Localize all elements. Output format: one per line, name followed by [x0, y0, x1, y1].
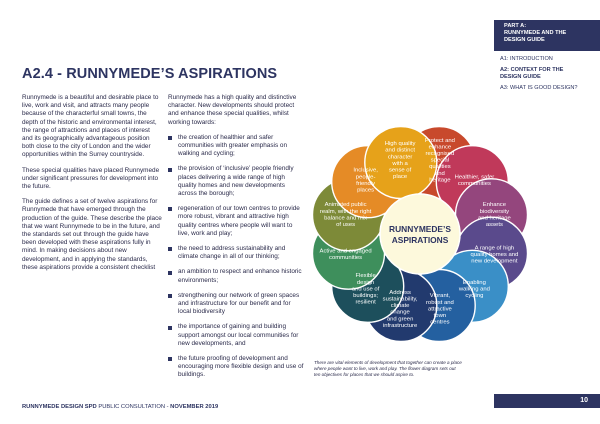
flower-petal-label-line: Healthier, safer — [454, 174, 495, 181]
flower-petal-label — [455, 174, 495, 187]
part-title-line1: RUNNYMEDE AND THE — [504, 30, 567, 36]
caption-line1: There are vital elements of development that together can create a place — [314, 360, 462, 365]
part-title-line2: DESIGN GUIDE — [504, 37, 545, 43]
flower-center-label-line1: RUNNYMEDE’S — [389, 224, 451, 234]
flower-petal-label-line: infrastructure — [382, 322, 418, 329]
flower-petal-label-line: attractive — [427, 306, 452, 313]
intro-paragraph-2: These special qualities have placed Runnymede under significant pressures for development into the future. — [22, 166, 160, 191]
nav-item-good-design[interactable]: A3: WHAT IS GOOD DESIGN? — [500, 85, 578, 91]
flower-petal-label-line: A range of high — [474, 245, 515, 252]
flower-petal-label-line: change — [390, 309, 410, 316]
footer-document-title: RUNNYMEDE DESIGN SPD — [22, 404, 97, 410]
flower-petal-label-line: High quality — [384, 141, 416, 148]
aspiration-bullet: an ambition to respect and enhance historic environments; — [168, 268, 304, 284]
flower-petal-label-line: design — [356, 279, 375, 286]
flower-petal-label-line: robust and — [425, 299, 454, 306]
flower-petal-label — [352, 273, 380, 305]
flower-petal-label-line: Inclusive, — [353, 167, 378, 174]
flower-petal-label-line: of uses — [336, 222, 356, 228]
flower-petal-label-line: Animated public — [324, 202, 367, 209]
flower-petal-label-line: town — [433, 313, 447, 319]
flower-petal-label-line: communities — [457, 180, 491, 187]
flower-petal-label-line: Enabling — [462, 279, 486, 286]
flower-petal-label-line: Flexible — [355, 273, 376, 280]
nav-item-introduction[interactable]: A1: INTRODUCTION — [500, 56, 553, 62]
flower-petal-label-line: walking and — [458, 286, 490, 293]
nav-item-context-line2: DESIGN GUIDE — [500, 74, 541, 80]
flower-petal-label-line: communities — [329, 255, 363, 262]
aspiration-bullet: the need to address sustainability and climate change in all of our thinking; — [168, 245, 304, 261]
aspiration-bullet: the importance of gaining and building support amongst our local communities for new developments, and — [168, 323, 304, 348]
aspiration-bullet: the provision of ‘inclusive’ people friendly places delivering a wide range of high quality homes and new developments across the borough; — [168, 165, 304, 198]
caption-line3: ten objectives for places that we should aspire to. — [314, 372, 415, 377]
flower-petal-label-line: climate — [390, 303, 410, 310]
aspiration-bullet: the future proofing of development and encouraging more flexible design and use of buildings. — [168, 355, 304, 380]
flower-petal-label-line: buildings; — [353, 293, 379, 299]
flower-petal-label-line: qualities — [429, 164, 451, 171]
aspirations-intro: Runnymede has a high quality and distinctive character. New developments should protect and enhance these special qualities, whilst working towards: — [168, 94, 297, 126]
flower-petal-label-line: recognised — [425, 151, 455, 157]
footer-date: NOVEMBER 2019 — [170, 404, 219, 410]
flower-petal-label-line: and — [434, 170, 445, 177]
flower-petal-label-line: cycling — [465, 293, 484, 299]
flower-petal-label-line: character — [387, 154, 413, 161]
flower-petal-label-line: and heritage — [478, 215, 511, 222]
flower-petal-label-line: friendly — [356, 180, 376, 187]
flower-petal-label-line: sense of — [388, 167, 412, 174]
footer — [22, 404, 218, 410]
flower-petal-label — [470, 245, 518, 264]
flower-petal-label-line: and distinct — [385, 147, 416, 154]
flower-petal-label-line: centres — [430, 319, 450, 326]
flower-petal-label-line: heritage — [429, 177, 451, 184]
caption-line2: where people want to live, work and play. The flower diagram sets out — [314, 366, 456, 371]
flower-petal-label-line: balance and mix — [324, 215, 368, 222]
flower-petal-label-line: realm, with the right — [319, 208, 372, 215]
flower-petal-label-line: Enhance — [482, 202, 507, 209]
flower-petal-label-line: Vibrant, — [429, 293, 451, 300]
intro-paragraph-1: Runnymede is a beautiful and desirable place to live, work and visit, and attracts many people because of the characterful small towns, the depth of the historic and environmental interest, the range of attractions and places of interest and its geographically advantageous position both close to the city of London and the wider opportunities within the Surrey countryside. — [22, 94, 159, 159]
flower-center — [380, 194, 460, 274]
flower-petal-label-line: enhance — [428, 144, 452, 151]
page-number: 10 — [494, 394, 600, 408]
flower-petal-label-line: with a — [392, 160, 408, 167]
flower-petal-label-line: Address — [389, 289, 411, 296]
flower-petal-label-line: special — [430, 157, 450, 164]
flower-petal-label-line: Active and engaged — [319, 248, 372, 255]
flower-petal-label-line: and use of — [351, 286, 380, 293]
flower-petal-label-line: assets — [485, 222, 503, 228]
page-title: A2.4 - RUNNYMEDE’S ASPIRATIONS — [22, 66, 278, 82]
flower-center-label-line2: ASPIRATIONS — [391, 235, 449, 245]
nav-item-context-line1: A2: CONTEXT FOR THE — [500, 67, 564, 73]
flower-petal-label-line: resilient — [355, 299, 376, 306]
flower-petal-label-line: Protect and — [424, 137, 455, 144]
flower-petal-label-line: biodiversity — [479, 208, 510, 215]
diagram-caption — [314, 360, 494, 378]
flower-petal-label-line: places — [357, 187, 375, 194]
flower-petal-label-line: people- — [355, 174, 376, 181]
aspiration-bullet: strengthening our network of green spaces and infrastructure for our benefit and for local biodiversity — [168, 292, 304, 317]
aspiration-bullet: regeneration of our town centres to provide more robust, vibrant and attractive high quality centres where people will want to live, work and play; — [168, 205, 304, 238]
flower-petal-label-line: and green — [386, 316, 414, 323]
flower-petal-label-line: quality homes and — [470, 251, 519, 258]
footer-subtitle: PUBLIC CONSULTATION - — [96, 404, 171, 410]
intro-paragraph-3: The guide defines a set of twelve aspirations for Runnymede that have emerged through the production of the guide. These describe the place that we want Runnymede to be in the future, and the standards set out through the guide have been developed with these aspirations fully in mind. In making decisions about new development, and in applying the standards, these aspirations provide a consistent checklist — [22, 198, 162, 271]
flower-petal-label-line: place — [393, 174, 408, 181]
flower-petal-label-line: new development — [471, 258, 518, 265]
flower-petal-label-line: sustainability, — [382, 296, 418, 303]
aspiration-bullet: the creation of healthier and safer communities with greater emphasis on walking and cycling; — [168, 134, 304, 159]
part-label: PART A: — [504, 23, 527, 29]
